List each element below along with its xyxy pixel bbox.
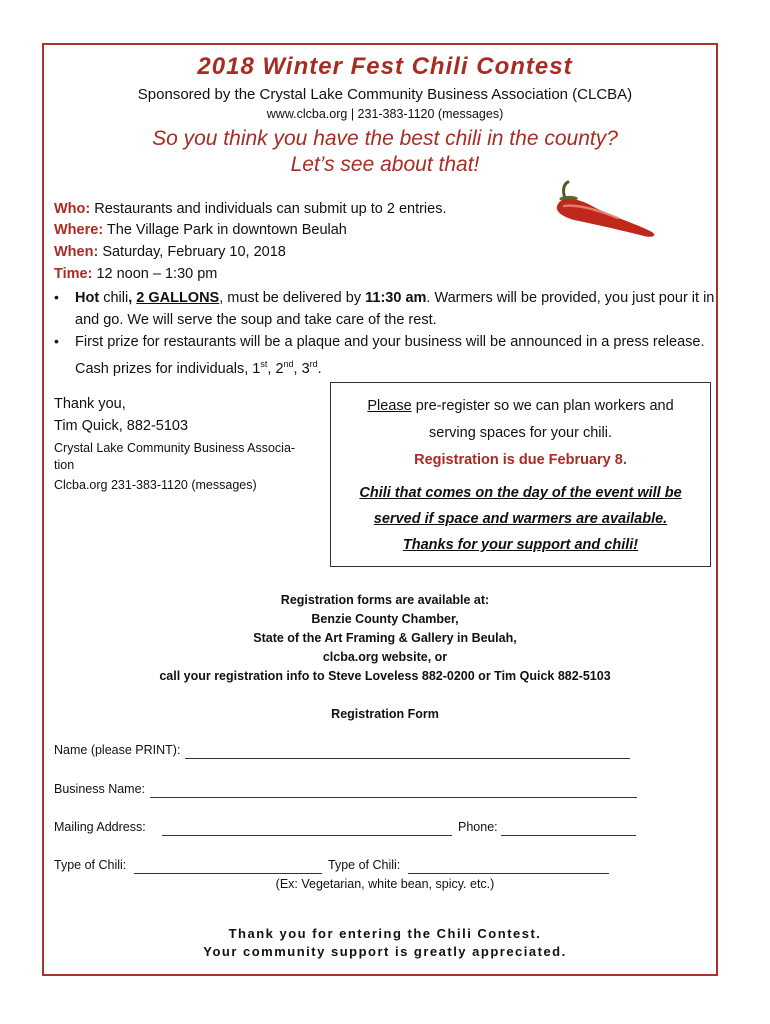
business-field[interactable] (150, 797, 637, 798)
availability-phone: call your registration info to Steve Loveless 882-0200 or Tim Quick 882-5103 (159, 669, 611, 683)
sponsor-line: Sponsored by the Crystal Lake Community Business Association (CLCBA) (137, 86, 633, 103)
preregister-line-2: serving spaces for your chili. (429, 425, 612, 441)
day-of-note-2: served if space and warmers are available. (373, 511, 668, 527)
preregister-line: Please pre-register so we can plan workers and (367, 398, 674, 414)
chili-type-label: Type of Chili: (54, 858, 127, 872)
footer-thanks: Thank you for entering the Chili Contest. (228, 926, 542, 941)
footer-appreciation: Your community support is greatly appreciated. (203, 944, 567, 959)
org-name: Crystal Lake Community Business Associa- tion (54, 441, 296, 472)
bullet-marker: • (54, 333, 59, 349)
chili-type-example: (Ex: Vegetarian, white bean, spicy. etc.) (275, 877, 495, 891)
tagline-1: So you think you have the best chili in the county? (152, 127, 618, 150)
day-of-note-1: Chili that comes on the day of the event will be (359, 485, 682, 501)
phone-field[interactable] (501, 835, 636, 836)
business-label: Business Name: (54, 782, 146, 796)
time-line: Time: 12 noon – 1:30 pm (54, 266, 218, 282)
name-field[interactable] (185, 758, 630, 759)
phone-label: Phone: (458, 820, 498, 834)
where-line: Where: The Village Park in downtown Beulah (54, 222, 347, 238)
chili-type-field-2[interactable] (408, 873, 609, 874)
thanks-note: Thanks for your support and chili! (402, 537, 639, 553)
address-label: Mailing Address: (54, 820, 146, 834)
thanks-text: Thank you, (54, 396, 126, 412)
registration-due: Registration is due February 8. (414, 452, 627, 468)
availability-location: State of the Art Framing & Gallery in Beulah, (253, 631, 517, 645)
availability-location: clcba.org website, or (322, 650, 448, 664)
contact-name: Tim Quick, 882-5103 (54, 418, 189, 434)
chili-type-label: Type of Chili: (328, 858, 401, 872)
availability-location: Benzie County Chamber, (311, 612, 459, 626)
bullet-marker: • (54, 289, 59, 305)
chili-pepper-icon (548, 178, 660, 240)
bullet-prizes: First prize for restaurants will be a plaque and your business will be announced in a press release. Cash prizes for individuals, 1st, 2nd, 3rd. (75, 334, 705, 377)
name-label: Name (please PRINT): (54, 743, 181, 757)
availability-heading: Registration forms are available at: (280, 593, 490, 607)
chili-type-field-1[interactable] (134, 873, 322, 874)
tagline-2: Let’s see about that! (290, 153, 480, 176)
page-title: 2018 Winter Fest Chili Contest (197, 53, 573, 80)
who-line: Who: Restaurants and individuals can submit up to 2 entries. (54, 201, 447, 217)
address-field[interactable] (162, 835, 452, 836)
contact-line: www.clcba.org | 231-383-1120 (messages) (266, 107, 504, 121)
form-title: Registration Form (331, 707, 439, 721)
org-contact: Clcba.org 231-383-1120 (messages) (54, 478, 257, 492)
when-line: When: Saturday, February 10, 2018 (54, 244, 286, 260)
bullet-delivery: Hot chili, 2 GALLONS, must be delivered by 11:30 am. Warmers will be provided, you just pour it in and go. We will serve the soup and take care of the rest. (75, 290, 715, 328)
